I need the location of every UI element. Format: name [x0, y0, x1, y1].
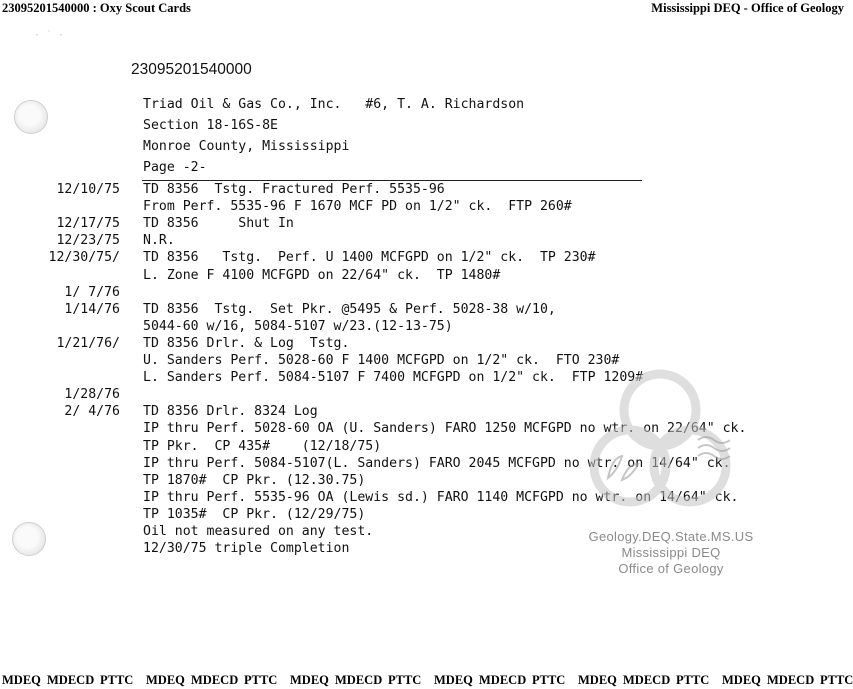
footer-label: MDEQ [2, 673, 41, 687]
header-line: Monroe County, Mississippi [143, 139, 350, 154]
entry-text: L. Zone F 4100 MCFGPD on 22/64" ck. TP 1480# [143, 267, 501, 283]
entry-text: From Perf. 5535-96 F 1670 MCF PD on 1/2" ck. FTP 260# [143, 199, 572, 215]
footer-label: PTTC [676, 673, 710, 687]
entry-text: TP 1870# CP Pkr. (12.30.75) [143, 472, 366, 488]
entry-text: 12/30/75 triple Completion [143, 541, 350, 557]
card-id: 23095201540000 [131, 61, 252, 78]
footer-label: PTTC [532, 673, 566, 687]
entry-date: 1/21/76/ [56, 335, 120, 351]
footer-label: MDECD [335, 673, 383, 687]
paper-speck: · ˙ · [34, 30, 65, 41]
document-title: 23095201540000 : Oxy Scout Cards [2, 1, 191, 15]
header-line: Page -2- [143, 160, 207, 175]
entry-text: IP thru Perf. 5535-96 OA (Lewis sd.) FARO 1140 MCFGPD no wtr. on 14/64" ck. [143, 489, 739, 505]
mdeq-seal-watermark [578, 368, 748, 518]
footer-label: MDECD [767, 673, 815, 687]
entry-date: 12/10/75 [56, 182, 120, 197]
entry-date: 2/ 4/76 [64, 404, 120, 420]
entry-date: 12/17/75 [56, 216, 120, 232]
footer-label: MDEQ [578, 673, 617, 687]
entry-text: Oil not measured on any test. [143, 524, 374, 539]
entry-text: TD 8356 Tstg. Fractured Perf. 5535-96 [143, 182, 445, 197]
header-divider [142, 180, 642, 181]
entry-date: 12/30/75/ [48, 250, 120, 266]
entry-text: IP thru Perf. 5028-60 OA (U. Sanders) FARO 1250 MCFGPD no wtr. on 22/64" ck. [143, 421, 747, 437]
footer-label: MDEQ [290, 673, 329, 687]
footer-label: PTTC [100, 673, 134, 687]
entry-text: N.R. [143, 233, 175, 249]
entry-text: IP thru Perf. 5084-5107(L. Sanders) FARO 2045 MCFGPD no wtr. on 14/64" ck. [143, 455, 731, 471]
footer-label: MDEQ [434, 673, 473, 687]
footer-label: MDECD [191, 673, 239, 687]
watermark-office: Office of Geology [618, 561, 724, 576]
footer-label: PTTC [388, 673, 422, 687]
entry-text: TP 1035# CP Pkr. (12/29/75) [143, 506, 366, 522]
footer-label: MDEQ [722, 673, 761, 687]
entry-text: TD 8356 Tstg. Perf. U 1400 MCFGPD on 1/2" ck. TP 230# [143, 250, 596, 266]
entry-text: TD 8356 Drlr. 8324 Log [143, 404, 318, 420]
footer-label: PTTC [244, 673, 278, 687]
footer-label: PTTC [820, 673, 853, 687]
title-bar [0, 0, 850, 18]
entry-date: 12/23/75 [56, 233, 120, 249]
entry-text: U. Sanders Perf. 5028-60 F 1400 MCFGPD on 1/2" ck. FTO 230# [143, 353, 620, 368]
entry-text: TP Pkr. CP 435# (12/18/75) [143, 438, 382, 454]
watermark-url: Geology.DEQ.State.MS.US [588, 529, 754, 544]
entry-date: 1/28/76 [64, 387, 120, 403]
entry-date: 1/14/76 [64, 301, 120, 317]
footer-label: MDECD [47, 673, 95, 687]
footer-strip [0, 670, 853, 689]
entry-text: L. Sanders Perf. 5084-5107 F 7400 MCFGPD on 1/2" ck. FTP 1209# [143, 370, 644, 386]
header-line: Section 18-16S-8E [143, 118, 278, 133]
punch-hole-bottom [12, 522, 46, 556]
watermark-agency: Mississippi DEQ [621, 545, 721, 560]
agency-title: Mississippi DEQ - Office of Geology [651, 1, 844, 15]
entry-text: 5044-60 w/16, 5084-5107 w/23.(12-13-75) [143, 318, 453, 334]
entry-date: 1/ 7/76 [64, 284, 120, 300]
footer-label: MDEQ [146, 673, 185, 687]
footer-label: MDECD [479, 673, 527, 687]
entry-text: TD 8356 Tstg. Set Pkr. @5495 & Perf. 5028-38 w/10, [143, 301, 556, 317]
punch-hole-top [14, 100, 48, 134]
entry-text: TD 8356 Drlr. & Log Tstg. [143, 335, 350, 351]
entry-text: TD 8356 Shut In [143, 216, 294, 232]
header-line: Triad Oil & Gas Co., Inc. #6, T. A. Richardson [143, 97, 525, 112]
footer-label: MDECD [623, 673, 671, 687]
